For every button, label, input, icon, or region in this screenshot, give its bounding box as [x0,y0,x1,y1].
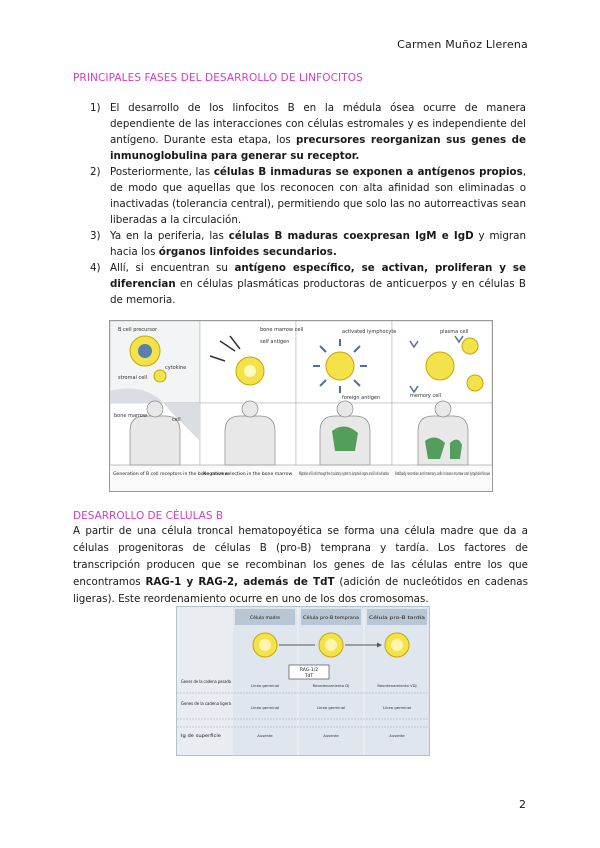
fig2-cell-0-2: Reordenamiento VDJ [377,683,417,688]
fig2-col-header-2: Célula pro-B temprana [303,615,360,620]
fig1-caption-3: Migration of B cells through the circulatory system to lymphoid organs and B cell activation [299,472,492,477]
fig2-cell-2-1: Ausente [323,733,339,738]
page-number: 2 [519,798,526,811]
phase-text-run: Posteriormente, las [110,166,214,178]
paragraph-text-run: A partir de una célula troncal hematopoyética se forma una célula madre que da a células progenitoras de células B (pro-B) temprana y tardía. Los factores de transcripción producen que se recombinan los genes de las células entre los que encontramos [73,525,528,588]
fig2-row-label-3: Ig de superficie [181,733,222,738]
phase-item [90,164,526,228]
fig2-cell-2-2: Ausente [389,733,405,738]
fig1-label-plasma: plasma cell [440,329,469,335]
phase-text-run: células B inmaduras se exponen a antígenos propios [213,166,523,178]
fig2-col-header-3: Célula pro-B tardía [369,615,426,620]
fig2-row-label-2: Genes de la cadena ligera [181,701,232,706]
section-heading-bcell: DESARROLLO DE CÉLULAS B [73,510,224,522]
fig1-label-self: self antigen [260,339,290,345]
fig2-cell-1-2: Línea germinal [382,705,412,710]
author-name: Carmen Muñoz Llerena [397,38,528,51]
phase-text-run: Allí, si encuentran su [110,262,235,274]
fig1-caption-4: Antibody secretion and memory cells in b [395,472,491,477]
phase-text-run: y migran hacia los [110,230,527,258]
fig2-cell-1-0: Línea germinal [250,705,280,710]
fig1-label-stem: B cell precursor [118,327,158,333]
fig1-label-stromal: stromal cell [118,375,148,381]
phase-text-run: precursores reorganizan sus genes de inmunoglobulina para generar su receptor. [110,134,526,162]
fig1-label-bm: bone marrow [114,413,148,419]
phase-item [90,100,526,164]
fig1-label-cell: cell [172,417,181,423]
fig2-cell-0-0: Línea germinal [250,683,280,688]
phase-item [90,228,526,260]
section-heading-phases: PRINCIPALES FASES DEL DESARROLLO DE LINFOCITOS [73,72,363,84]
fig2-col-header-1: Célula madre [250,616,280,621]
fig2-row-label-1: Genes de la cadena pesada [181,679,232,684]
phase-text-run: células B maduras coexpresan IgM e IgD [228,230,474,242]
phases-list [90,100,526,308]
fig2-rag-label: RAG-1/2 [299,668,319,673]
phase-text-run: antígeno específico, se activan, proliferan y se diferencian [110,262,526,290]
phase-text-run: El desarrollo de los linfocitos B en la médula ósea ocurre de manera dependiente de las interacciones con células estromales y es independiente del antígeno. Durante esta etapa, los [110,102,526,146]
fig1-label-cytokine: cytokine [165,365,187,371]
figure-bcell-stages-table [176,606,430,756]
fig1-caption-1: Generation of B cell receptors in the bone marrow [113,472,229,477]
fig2-cell-1-1: Línea germinal [316,705,346,710]
fig1-label-bone: bone marrow cell [260,327,304,333]
fig1-label-foreign: foreign antigen [342,395,381,401]
phase-number: 1) [90,102,101,114]
bcell-paragraph [73,523,528,608]
phase-text-run: Ya en la periferia, las [110,230,229,242]
fig2-cell-2-0: Ausente [257,733,273,738]
figure-b-cell-development [109,320,493,492]
phase-number: 4) [90,262,101,274]
fig2-cell-0-1: Reordenamiento DJ [312,683,350,688]
fig1-caption-2: Negative selection in the bone marrow [203,472,293,477]
fig2-tdt-label: TdT [304,674,314,679]
phase-text-run: órganos linfoides secundarios. [158,246,337,258]
phase-text-run: en células plasmáticas productoras de anticuerpos y en células B de memoria. [110,278,526,306]
phase-number: 3) [90,230,101,242]
phase-text-run: , de modo que aquellas que los reconocen con alta afinidad son eliminadas o inactivadas (tolerancia central), permitiendo que solo las no autorreactivas sean liberadas a la circulación. [110,166,526,226]
paragraph-text-run: RAG-1 y RAG-2, además de TdT [145,576,335,588]
fig1-label-activated: activated lymphocyte [342,329,397,335]
fig1-label-memory: memory cell [410,393,442,399]
phase-number: 2) [90,166,101,178]
paragraph-text-run: (adición de nucleótidos en cadenas ligeras). Este reordenamiento ocurre en uno de los dos cromosomas. [73,576,528,605]
phase-item [90,260,526,308]
